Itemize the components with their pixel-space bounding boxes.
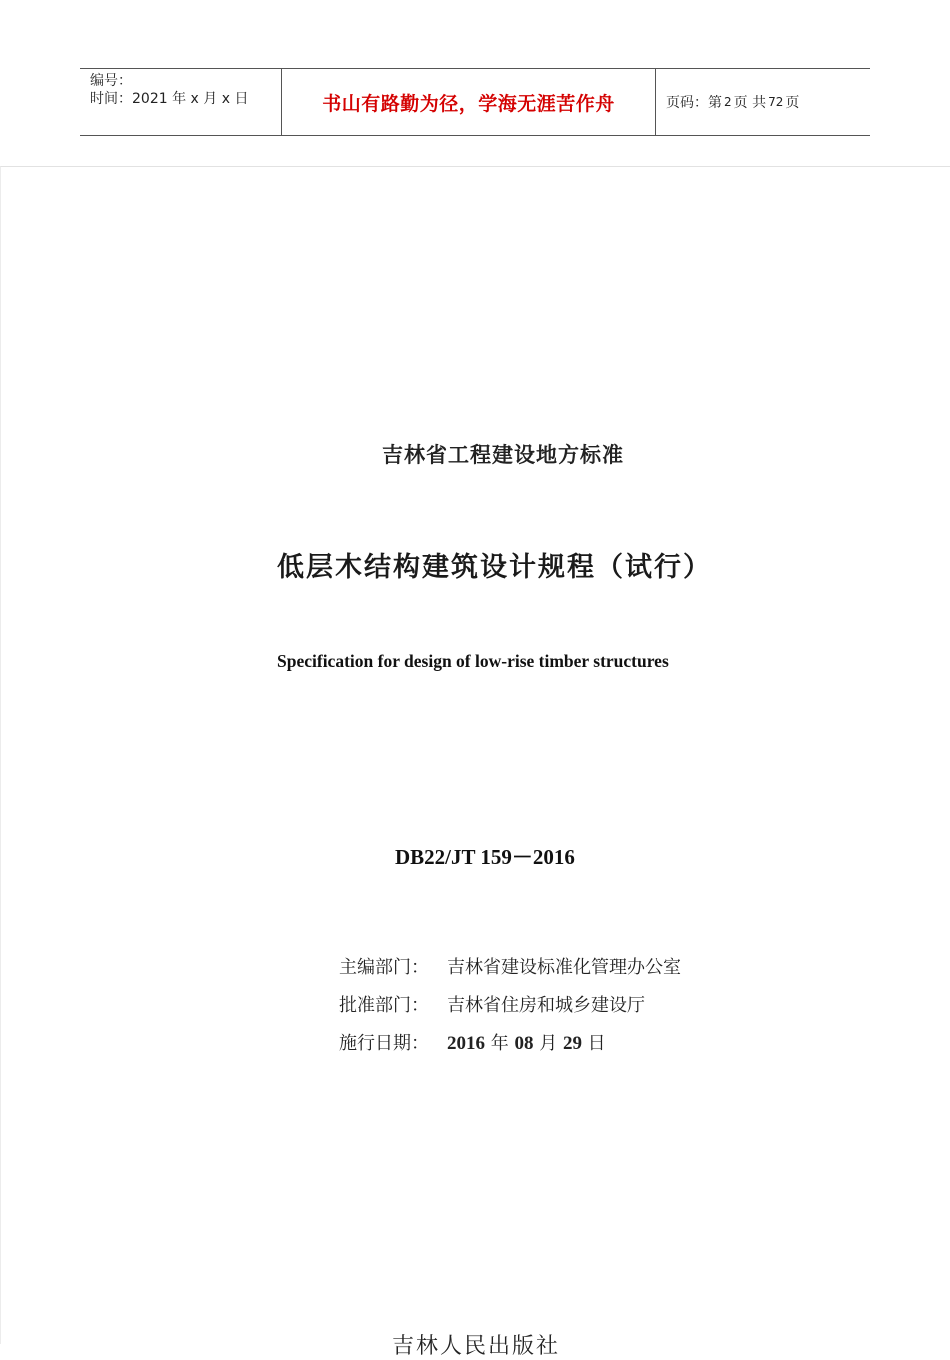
page-current: 2 [724, 95, 732, 109]
standard-category: 吉林省工程建设地方标准 [382, 443, 624, 467]
page-indicator [656, 69, 870, 135]
date-year-unit: 年 [490, 1033, 509, 1054]
editor-value: 吉林省建设标准化管理办公室 [447, 957, 681, 978]
page-mid: 页 共 [733, 95, 767, 111]
editor-label: 主编部门： [339, 957, 429, 978]
publisher: 吉林人民出版社 [391, 1334, 560, 1359]
document-header [80, 68, 870, 136]
editor-row [339, 953, 681, 979]
standard-code: DB22/JT 159－2016 [395, 845, 575, 869]
page-prefix: 页码：第 [666, 95, 722, 111]
date-day: 29 [562, 1033, 582, 1054]
cover-page [0, 166, 950, 1359]
approver-value: 吉林省住房和城乡建设厅 [447, 995, 645, 1016]
date-label: 施行日期： [339, 1033, 429, 1054]
title-chinese: 低层木结构建筑设计规程（试行） [277, 552, 712, 583]
header-meta [80, 69, 282, 135]
title-english: Specification for design of low-rise timber structures [277, 651, 669, 671]
time-label: 时间：2021 年 x 月 x 日 [90, 91, 249, 107]
date-row [339, 1029, 606, 1055]
header-motto: 书山有路勤为径，学海无涯苦作舟 [282, 69, 656, 135]
approver-label: 批准部门： [339, 995, 429, 1016]
date-month: 08 [514, 1033, 534, 1054]
serial-label: 编号： [90, 73, 132, 89]
approver-row [339, 991, 645, 1017]
page-total: 72 [768, 95, 784, 109]
date-year: 2016 [447, 1033, 485, 1054]
page-suffix: 页 [785, 95, 800, 111]
date-month-unit: 月 [539, 1033, 558, 1054]
date-day-unit: 日 [587, 1033, 606, 1054]
